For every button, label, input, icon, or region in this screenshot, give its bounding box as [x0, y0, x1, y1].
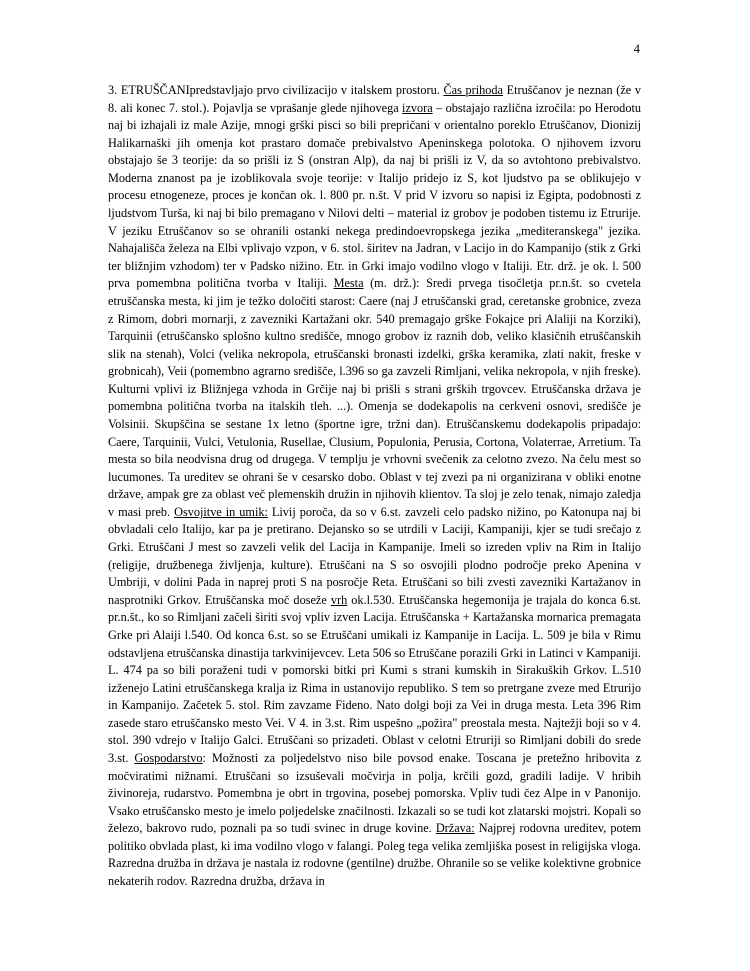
text-segment: (m. drž.): Sredi prvega tisočletja pr.n.št. so cvetela etruščanska mesta, ki jim je težko določiti starost: Caere (naj J etruščanski grad, ceretanske grobnice, zveza z Rimom, dobri mornarji, z zavezniki Kartažani okr. 540 premagajo grške Fokajce pri Alaliji na Korziki), Tarquinii (etruščansko splošno kultno središče, mnogo grobov iz raznih dob, veliko klasičnih etruščanskih slik na stenah), Volci (velika nekropola, etruščanski bronasti izdelki, grška keramika, zlati nakit, freske v grobnicah), Veii (pomembno agrarno središče, l.396 so ga zavzeli Rimljani, velika nekropola, v njih freske). Kulturni vplivi iz Bližnjega vzhoda in Grčije naj bi prišli s strani grških trgovcev. Etruščanska država je pomembna politična tvorba na italskih tleh. ...). Omenja se dodekapolis na cerkveni osnovi, središče je Volsinii. Skupščina se sestane 1x letno (športne igre, tržni dan). Etruščanskemu dodekapolis pripadajo: Caere, Tarquinii, Vulci, Vetulonia, Rusellae, Clusium, Populonia, Perusia, Cortona, Volaterrae, Arretium. Ta mesta so bila neodvisna drug od drugega. V templju je vrhovni svečenik za celotno zvezo. Na čelu mest so lucumones. Ta ureditev se ohrani še v cesarsko dobo. Oblast v tej zvezi pa ni organizirana v obliki enotne države, ampak gre za oblast več plemenskih družin in njihovih klientov. Ta sloj je zelo tenak, nimajo zaledja v masi preb. — [108, 276, 641, 519]
text-segment: Livij poroča, da so v 6.st. zavzeli celo padsko nižino, po Katonupa naj bi obvladali celo Italijo, kar pa je pretirano. Dejansko so se utrdili v Laciji, Kampaniji, kjer se tudi srečajo z Grki. Etruščani J mest so zavzeli velik del Lacija in Kampanije. Imeli so izreden vpliv na Rim in Italijo (religije, družbenega življenja, kulture). Etruščani na S so osvojili plodno področje preko Apenina v Umbriji, v dolini Pada in naprej proti S na posročje Reta. Etruščani so bili zvesti zavezniki Kartažanov in nasprotniki Grkov. Etruščanska moč doseže — [108, 504, 641, 607]
text-segment: Etruščanov je neznan (že v 8. ali konec 7. stol.). Pojavlja se vprašanje glede njihovega — [108, 83, 641, 115]
underlined-heading-drzava: Država: — [435, 821, 475, 836]
underlined-heading-gospodarstvo: Gospodarstvo — [134, 750, 203, 765]
page-number: 4 — [633, 42, 640, 56]
underlined-heading-mesta: Mesta — [333, 276, 364, 291]
body-paragraph — [108, 82, 641, 891]
text-segment: 3. ETRUŠČANIpredstavljajo prvo civilizacijo v italskem prostoru. — [108, 83, 444, 97]
text-segment: Najprej rodovna ureditev, potem politiko obvlada plast, ki ima vodilno vlogo v falangi. Poleg tega velika zemljiška posest in religijska vloga. Razredna družba in država je nastala iz rodovne (gentilne) družbe. Ohranile so se velike kolektivne grobnice nekaterih rodov. Razredna družba, država in — [108, 821, 642, 889]
underlined-heading-izvora: izvora — [402, 100, 433, 115]
text-segment: ok.l.530. Etruščanska hegemonija je trajala do konca 6.st. pr.n.št., ko so Rimljani začeli širiti svoj vpliv izven Lacija. Etruščanska + Kartažanska mornarica premagata Grke pri Alaiji l.540. Od konca 6.st. so se Etruščani umikali iz Kampanije in Lacija. L. 509 je bila v Rimu odstavljena etruščanska dinastija tarkvinijevcev. Leta 506 so Etruščane porazili Grki in Latinci v Kampaniji. L. 474 pa so bili poraženi tudi v pomorski bitki pri Kumi s strani kumskih in Sirakuških Grkov. L.510 izženejo Latini etruščanskega kralja iz Rima in ustanovijo republiko. S tem so pretrgane zveze med Etrurijo in Kampanijo. Začetek 5. stol. Rim zavzame Fideno. Nato dolgi boji za Vei in druga mesta. Leta 396 Rim zasede staro etruščansko mesto Vei. V 4. in 3.st. Rim uspešno „požira" preostala mesta. Najtežji boji so v 4. stol. 390 vdrejo v Italijo Galci. Etruščani so prizadeti. Oblast v celotni Etruriji so Rimljani dobili do srede 3.st. — [108, 592, 641, 765]
underlined-heading-osvojitve: Osvojitve in umik: — [174, 504, 268, 519]
text-segment: : Možnosti za poljedelstvo niso bile povsod enake. Toscana je pretežno hribovita z močviratimi nižnami. Etruščani so izsuševali močvirja in polja, krčili gozd, gradili ladije. V hribih živinoreja, rudarstvo. Pomembna je obrt in trgovina, posebej pomorska. Vpliv tudi čez Alpe in v Panonijo. Vsako etruščansko mesto je imelo poljedelske značilnosti. Izkazali so se tudi kot zlatarski mojstri. Kopali so železo, bakrovo rudo, poznali pa so tudi svinec in druge kovine. — [108, 750, 642, 836]
text-segment: – obstajajo različna izročila: po Herodotu naj bi izhajali iz male Azije, mnogi grški pisci so bili prepričani v orientalno poreklo Etruščanov, Dionizij Halikarnaški jih omenja kot prastaro domače prebivalstvo Apeninskega polotoka. O njihovem izvoru obstajajo še 3 teorije: da so prišli iz S (onstran Alp), da naj bi prišli iz V, da so avtohtono prebivalstvo. Moderna znanost pa je izoblikovala svoje teorije: v Italijo pridejo iz S, kot ljudstvo pa se oblikujejo v procesu etnogeneze, proces je končan ok. l. 800 pr. n.št. V prid V izvoru so napisi iz Egipta, podobnosti z ljudstvom Turša, ki naj bi bilo premagano v Nilovi delti – material iz grobov je podoben tistemu iz Etrurije. V jeziku Etruščanov so se ohranili ostanki nekega predindoevropskega jezika „mediteranskega" jezika. Nahajališča železa na Elbi vplivajo vzpon, v 6. stol. širitev na Jadran, v Lacijo in do Kampanijo (stik z Grki ter bližnjim vzhodom) ter v Padsko nižino. Etr. in Grki imajo vodilno vlogo v Italiji. Etr. drž. je ok. l. 500 prva pomembna politična tvorba v Italiji. — [108, 100, 641, 291]
underlined-heading-vrh: vrh — [330, 592, 348, 607]
underlined-heading-cas-prihoda: Čas prihoda — [443, 83, 503, 97]
